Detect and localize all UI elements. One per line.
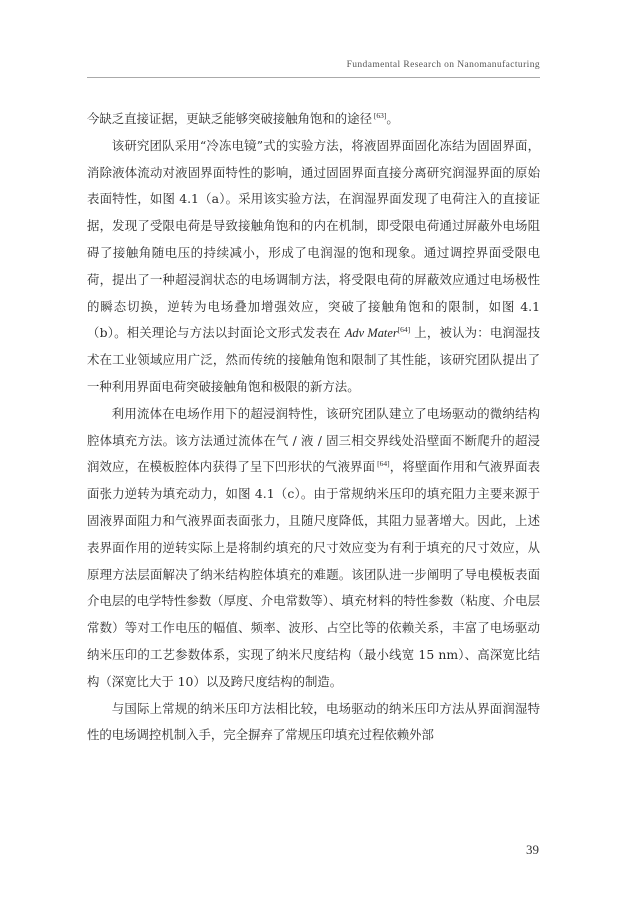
paragraph-text: 上，被认为：电润湿技术在工业领域应用广泛，然而传统的接触角饱和限制了其性能，该研究团队提出了一种利用界面电荷突破接触角饱和极限的新方法。 <box>87 325 540 394</box>
page-number: 39 <box>526 842 539 857</box>
body-text <box>87 106 540 749</box>
running-header: Fundamental Research on Nanomanufacturing <box>346 60 540 70</box>
paragraph <box>87 106 540 133</box>
paragraph-text: 该研究团队采用“冷冻电镜”式的实验方法，将液固界面固化冻结为固固界面，消除液体流动对液固界面特性的影响，通过固固界面直接分离研究润湿界面的原始表面特性，如图 4.1（a）。采用该实验方法，在润湿界面发现了电荷注入的直接证据，发现了受限电荷是导致接触角饱和的内在机制，即受限电荷通过屏蔽外电场阻碍了接触角随电压的持续减小，形成了电润湿的饱和现象。通过调控界面受限电荷，提出了一种超浸润状态的电场调制方法，将受限电荷的屏蔽效应通过电场极性的瞬态切换，逆转为电场叠加增强效应，突破了接触角饱和的限制，如图 4.1（b）。相关理论与方法以封面论文形式发表在 <box>87 137 540 341</box>
header-divider <box>87 77 540 78</box>
paragraph <box>87 696 540 750</box>
paragraph <box>87 133 540 401</box>
paragraph-text: ，将壁面作用和气液界面表面张力逆转为填充动力，如图 4.1（c）。由于常规纳米压印的填充阻力主要来源于固液界面阻力和气液界面表面张力，且随尺度降低，其阻力显著增大。因此，上述表界面作用的逆转实际上是将制约填充的尺寸效应变为有利于填充的尺寸效应，从原理方法层面解决了纳米结构腔体填充的难题。该团队进一步阐明了导电模板表面介电层的电学特性参数（厚度、介电常数等）、填充材料的特性参数（粘度、介电层常数）等对工作电压的幅值、频率、波形、占空比等的依赖关系，丰富了电场驱动纳米压印的工艺参数体系，实现了纳米尺度结构（最小线宽 15 nm）、高深宽比结构（深宽比大于 10）以及跨尺度结构的制造。 <box>87 459 541 689</box>
paragraph-text: 与国际上常规的纳米压印方法相比较，电场驱动的纳米压印方法从界面润湿特性的电场调控机制入手，完全摒弃了常规压印填充过程依赖外部 <box>87 700 540 743</box>
citation-ref: [64] <box>397 325 411 335</box>
paragraph-text: 今缺乏直接证据，更缺乏能够突破接触角饱和的途径 <box>87 111 372 126</box>
citation-ref: [63] <box>371 110 387 120</box>
citation-ref: [64] <box>375 459 390 469</box>
paragraph <box>87 401 540 696</box>
journal-name: Adv Mater <box>344 326 398 341</box>
paragraph-text: 利用流体在电场作用下的超浸润特性，该研究团队建立了电场驱动的微纳结构腔体填充方法。该方法通过流体在气 / 液 / 固三相交界线处沿壁面不断爬升的超浸润效应，在模板腔体内获得了呈下凹形状的气液界面 <box>87 405 540 475</box>
paragraph-text: 。 <box>386 111 399 126</box>
